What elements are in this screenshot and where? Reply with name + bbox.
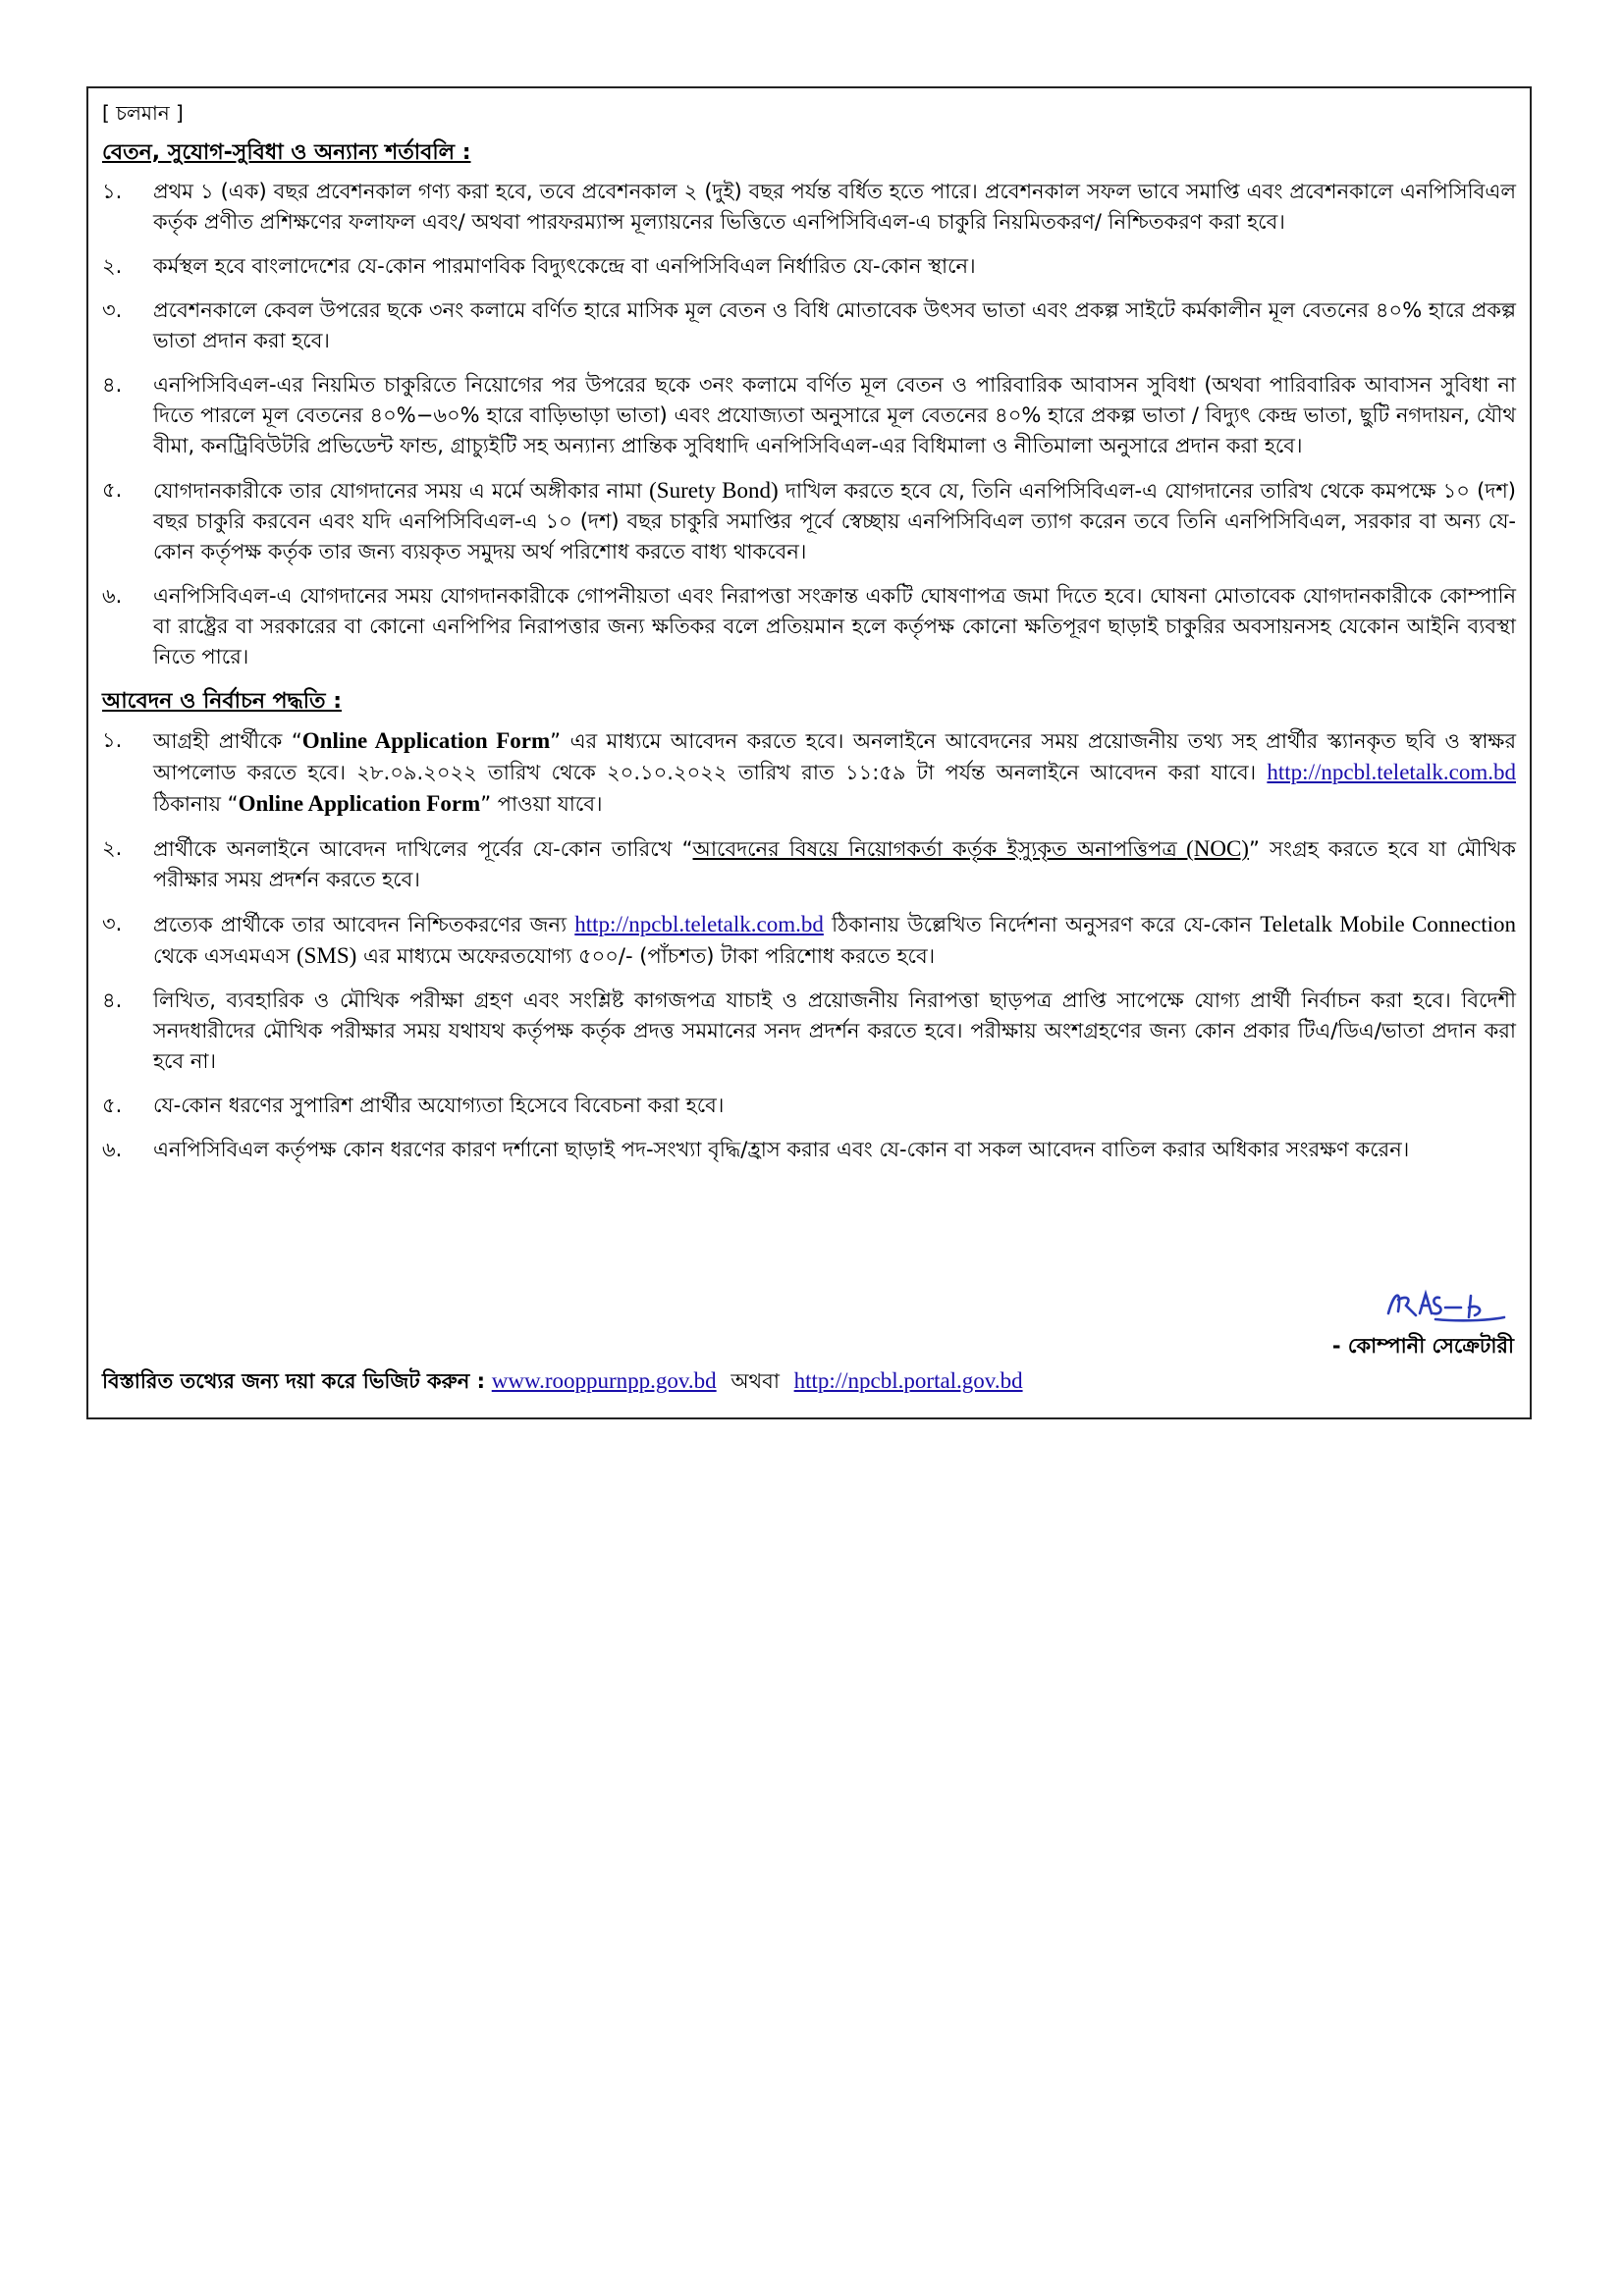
list-item: ৬. এনপিসিবিএল কর্তৃপক্ষ কোন ধরণের কারণ দর্শানো ছাড়াই পদ-সংখ্যা বৃদ্ধি/হ্রাস করার এবং যে-কোন বা সকল আবেদন বাতিল করার অধিকার সংরক্ষণ করেন।	[102, 1138, 1410, 1161]
teletalk-link[interactable]: http://npcbl.teletalk.com.bd	[574, 912, 824, 936]
list-item: ৩. প্রবেশনকালে কেবল উপরের ছকে ৩নং কলামে বর্ণিত হারে মাসিক মূল বেতন ও বিধি মোতাবেক উৎসব ভাতা এবং প্রকল্প সাইটে কর্মকালীন মূল বেতনের ৪০% হারে প্রকল্প ভাতা প্রদান করা হবে।	[102, 298, 1516, 352]
list-item: ৫. যে-কোন ধরণের সুপারিশ প্রার্থীর অযোগ্যতা হিসেবে বিবেচনা করা হবে।	[102, 1094, 725, 1117]
list-item: ৩. প্রত্যেক প্রার্থীকে তার আবেদন নিশ্চিতকরণের জন্য http://npcbl.teletalk.com.bd ঠিকানায় উল্লেখিত নির্দেশনা অনুসরণ করে যে-কোন Teletalk Mobile Connection থেকে এসএমএস (SMS) এর মাধ্যমে অফেরতযোগ্য ৫০০/- (পাঁচশত) টাকা পরিশোধ করতে হবে।	[102, 912, 1516, 968]
footer-label: বিস্তারিত তথ্যের জন্য দয়া করে ভিজিট করুন :	[102, 1369, 486, 1393]
online-form-label: Online Application Form	[238, 791, 481, 816]
section-heading-application: আবেদন ও নির্বাচন পদ্ধতি :	[102, 689, 342, 714]
list-item: ১. প্রথম ১ (এক) বছর প্রবেশনকাল গণ্য করা হবে, তবে প্রবেশনকাল ২ (দুই) বছর পর্যন্ত বর্ধিত হতে পারে। প্রবেশনকাল সফল ভাবে সমাপ্তি এবং প্রবেশনকালে এনপিসিবিএল কর্তৃক প্রণীত প্রশিক্ষণের ফলাফল এবং/ অথবা পারফরম্যান্স মূল্যায়নের ভিত্তিতে এনপিসিবিএল-এ চাকুরি নিয়মিতকরণ/ নিশ্চিতকরণ করা হবে।	[102, 180, 1516, 234]
list-item: ৬. এনপিসিবিএল-এ যোগদানের সময় যোগদানকারীকে গোপনীয়তা এবং নিরাপত্তা সংক্রান্ত একটি ঘোষণাপত্র জমা দিতে হবে। ঘোষনা মোতাবেক যোগদানকারীকে কোম্পানি বা রাষ্ট্রের বা সরকারের বা কোনো এনপিপির নিরাপত্তার জন্য ক্ষতিকর বলে প্রতিয়মান হলে কর্তৃপক্ষ কোনো ক্ষতিপূরণ ছাড়াই চাকুরির অবসায়নসহ যেকোন আইনি ব্যবস্থা নিতে পারে।	[102, 584, 1516, 668]
footer-visit-line	[102, 1364, 1023, 1398]
list-item: ১. আগ্রহী প্রার্থীকে “Online Application Form” এর মাধ্যমে আবেদন করতে হবে। অনলাইনে আবেদনের সময় প্রয়োজনীয় তথ্য সহ প্রার্থীর স্ক্যানকৃত ছবি ও স্বাক্ষর আপলোড করতে হবে। ২৮.০৯.২০২২ তারিখ থেকে ২০.১০.২০২২ তারিখ রাত ১১:৫৯ টা পর্যন্ত অনলাইনে আবেদন করা যাবে। http://npcbl.teletalk.com.bd ঠিকানায় “Online Application Form” পাওয়া যাবে।	[102, 728, 1516, 816]
online-form-label: Online Application Form	[301, 728, 551, 753]
list-item: ২. কর্মস্থল হবে বাংলাদেশের যে-কোন পারমাণবিক বিদ্যুৎকেন্দ্রে বা এনপিসিবিএল নির্ধারিত যে-কোন স্থানে।	[102, 254, 976, 278]
npcbl-portal-link[interactable]: http://npcbl.portal.gov.bd	[793, 1368, 1023, 1393]
list-item: ৫. যোগদানকারীকে তার যোগদানের সময় এ মর্মে অঙ্গীকার নামা (Surety Bond) দাখিল করতে হবে যে, তিনি এনপিসিবিএল-এ যোগদানের তারিখ থেকে কমপক্ষে ১০ (দশ) বছর চাকুরি করবেন এবং যদি এনপিসিবিএল-এ ১০ (দশ) বছর চাকুরি সমাপ্তির পূর্বে স্বেচ্ছায় এনপিসিবিএল ত্যাগ করেন তবে তিনি এনপিসিবিএল, সরকার বা অন্য যে-কোন কর্তৃপক্ষ কর্তৃক তার জন্য ব্যয়কৃত সমুদয় অর্থ পরিশোধ করতে বাধ্য থাকবেন।	[102, 478, 1516, 563]
list-item: ২. প্রার্থীকে অনলাইনে আবেদন দাখিলের পূর্বের যে-কোন তারিখে “আবেদনের বিষয়ে নিয়োগকর্তা কর্তৃক ইস্যুকৃত অনাপত্তিপত্র (NOC)” সংগ্রহ করতে হবে যা মৌখিক পরীক্ষার সময় প্রদর্শন করতে হবে।	[102, 836, 1517, 891]
signature-image	[1377, 1278, 1514, 1327]
application-procedure-list	[102, 725, 1516, 1165]
status-label: [ চলমান ]	[102, 101, 184, 125]
notice-frame	[86, 86, 1532, 1419]
list-item: ৪. লিখিত, ব্যবহারিক ও মৌখিক পরীক্ষা গ্রহণ এবং সংশ্লিষ্ট কাগজপত্র যাচাই ও প্রয়োজনীয় নিরাপত্তা ছাড়পত্র প্রাপ্তি সাপেক্ষে যোগ্য প্রার্থী নির্বাচন করা হবে। বিদেশী সনদধারীদের মৌখিক পরীক্ষার সময় যথাযথ কর্তৃপক্ষ কর্তৃক প্রদত্ত সমমানের সনদ প্রদর্শন করতে হবে। পরীক্ষায় অংশগ্রহণের জন্য কোন প্রকার টিএ/ডিএ/ভাতা প্রদান করা হবে না।	[102, 988, 1516, 1073]
salary-conditions-list	[102, 177, 1516, 672]
signature-block	[1332, 1278, 1514, 1361]
signatory-title: - কোম্পানী সেক্রেটারী	[1331, 1334, 1514, 1358]
list-item: ৪. এনপিসিবিএল-এর নিয়মিত চাকুরিতে নিয়োগের পর উপরের ছকে ৩নং কলামে বর্ণিত মূল বেতন ও পারিবারিক আবাসন সুবিধা (অথবা পারিবারিক আবাসন সুবিধা না দিতে পারলে মূল বেতনের ৪০%−৬০% হারে বাড়িভাড়া ভাতা) এবং প্রযোজ্যতা অনুসারে মূল বেতনের ৪০% হারে প্রকল্প ভাতা / বিদ্যুৎ কেন্দ্র ভাতা, ছুটি নগদায়ন, যৌথ বীমা, কনট্রিবিউটরি প্রভিডেন্ট ফান্ড, গ্রাচ্যুইটি সহ অন্যান্য প্রান্তিক সুবিধাদি এনপিসিবিএল-এর বিধিমালা ও নীতিমালা অনুসারে প্রদান করা হবে।	[102, 373, 1516, 457]
rooppur-website-link[interactable]: www.rooppurnpp.gov.bd	[491, 1368, 717, 1393]
teletalk-link[interactable]: http://npcbl.teletalk.com.bd	[1267, 760, 1516, 784]
section-heading-salary: বেতন, সুযোগ-সুবিধা ও অন্যান্য শর্তাবলি :	[102, 140, 471, 165]
footer-or: অথবা	[730, 1369, 780, 1393]
